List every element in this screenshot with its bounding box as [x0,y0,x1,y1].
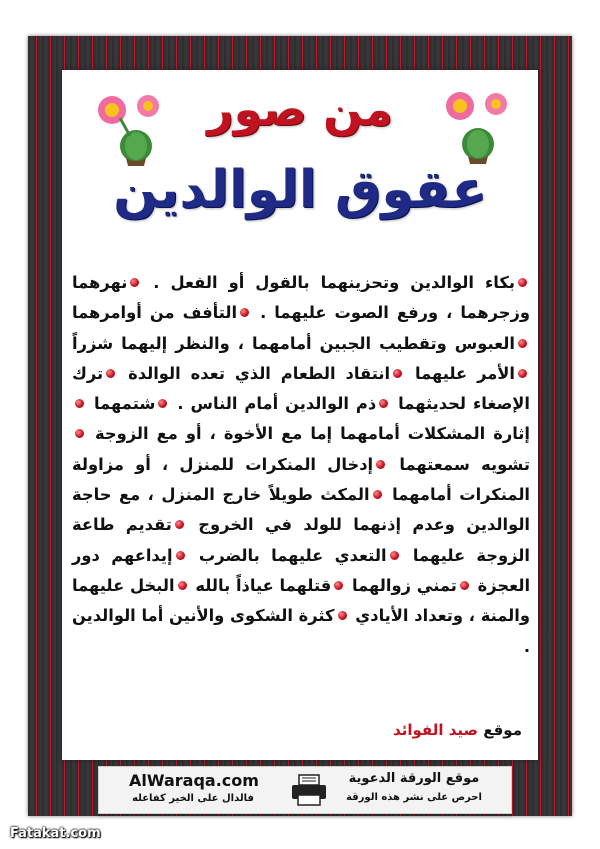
bullet-icon [175,520,184,529]
list-item: كثرة الشكوى والأنين أما الوالدين . [72,606,530,656]
footer-org: موقع الورقة الدعوية [348,771,480,786]
items-paragraph [72,268,530,662]
list-item: شتمهما [94,394,156,414]
bullet-icon [373,490,382,499]
watermark: Fatakat.com [10,826,101,841]
bullet-icon [393,369,402,378]
bullet-icon [176,551,185,560]
bullet-icon [240,308,249,317]
list-item: التأفف من أوامرهما [72,303,238,323]
source-credit [62,721,522,739]
bullet-icon [518,369,527,378]
bullet-icon [75,399,84,408]
bullet-icon [518,339,527,348]
footer-site-tagline: فالدال على الخير كفاعله [132,793,254,804]
source-name: صيد الفوائد [393,721,478,739]
bullet-icon [390,551,399,560]
bullet-icon [106,369,115,378]
bullet-icon [130,278,139,287]
list-item: ذم الوالدين أمام الناس . [177,394,377,414]
title-line-2: عقوق الوالدين [113,160,487,220]
list-item: إثارة المشكلات أمامهما إما مع الأخوة ، أو مع الزوجة [95,424,531,444]
bullet-icon [460,581,469,590]
bullet-icon [178,581,187,590]
list-item: انتقاد الطعام الذي تعده الوالدة [128,363,391,383]
list-item: المكث طويلاً خارج المنزل ، مع حاجة الوالدين وعدم إذنهما للولد في الخروج [72,485,531,535]
bullet-icon [334,581,343,590]
list-item: إدخال المنكرات للمنزل ، أو مزاولة المنكرات أمامهما [72,454,531,505]
list-item: تشويه سمعتهما [399,454,530,474]
list-item: إيداعهم دور العجزة [72,545,531,595]
bullet-icon [376,460,385,469]
list-item: الأمر عليهما [414,363,515,383]
printer-icon [289,773,329,807]
list-item: نهرهما وزجرهما ، ورفع الصوت عليهما . [72,273,531,323]
list-item: العبوس وتقطيب الجبين أمامهما ، والنظر إليهما شزراً [72,333,515,353]
list-item: تمني زوالهما [352,575,457,595]
title-line-1: من صور [207,82,393,136]
source-label: موقع [483,721,522,739]
list-item: ترك الإصغاء لحديثهما [72,363,531,414]
bullet-icon [518,278,527,287]
list-item: البخل عليهما والمنة ، وتعداد الأيادي [72,575,530,626]
footer-site[interactable]: AlWaraqa.com [129,771,259,790]
list-item: تقديم طاعة الزوجة عليهما [72,515,530,565]
list-item: قتلهما عياذاً بالله [195,575,332,595]
bullet-icon [75,429,84,438]
bullet-icon [379,399,388,408]
list-item: التعدي عليهما بالضرب [198,545,387,565]
bullet-icon [158,399,167,408]
list-item: بكاء الوالدين وتحزينهما بالقول أو الفعل . [153,273,515,292]
footer-banner [98,766,512,814]
bullet-icon [338,611,347,620]
footer-org-tagline: احرص على نشر هذه الورقة [346,792,482,803]
